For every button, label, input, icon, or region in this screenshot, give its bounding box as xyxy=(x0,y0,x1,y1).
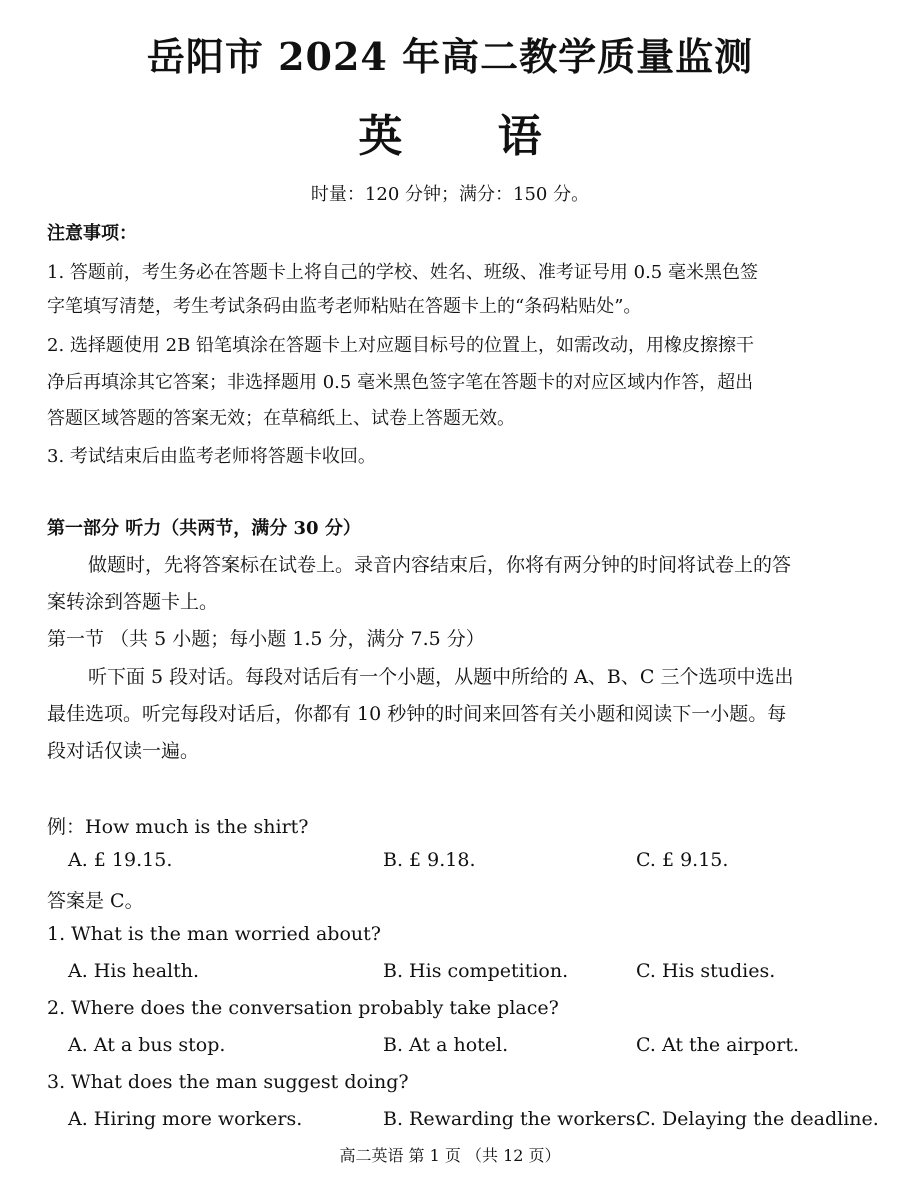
notice-line: 答题区域答题的答案无效；在草稿纸上、试卷上答题无效。 xyxy=(47,408,515,429)
notice-line: 净后再填涂其它答案；非选择题用 0.5 毫米黑色签字笔在答题卡的对应区域内作答，超出 xyxy=(47,372,754,393)
section1-intro-line: 听下面 5 段对话。每段对话后有一个小题，从题中所给的 A、B、C 三个选项中选出 xyxy=(88,666,794,688)
exam-title: 岳阳市 2024 年高二教学质量监测 xyxy=(146,34,754,79)
section1-intro-line: 最佳选项。听完每段对话后，你都有 10 秒钟的时间来回答有关小题和阅读下一小题。每 xyxy=(47,703,787,725)
q2-option-b: B. At a hotel. xyxy=(383,1034,509,1056)
example-question: 例：How much is the shirt? xyxy=(47,816,309,838)
example-answer: 答案是 C。 xyxy=(47,890,144,912)
question-1: 1. What is the man worried about? xyxy=(47,923,381,945)
q1-option-b: B. His competition. xyxy=(383,960,569,982)
part1-heading: 第一部分 听力（共两节，满分 30 分） xyxy=(47,518,361,539)
notice-line: 3. 考试结束后由监考老师将答题卡收回。 xyxy=(47,446,376,467)
q2-option-c: C. At the airport. xyxy=(636,1034,800,1056)
part1-intro-line: 案转涂到答题卡上。 xyxy=(47,591,219,613)
notice-line: 字笔填写清楚，考生考试条码由监考老师粘贴在答题卡上的“条码粘贴处”。 xyxy=(47,296,642,317)
q3-option-a: A. Hiring more workers. xyxy=(68,1108,303,1130)
q3-option-c: C. Delaying the deadline. xyxy=(636,1108,879,1130)
q3-option-b: B. Rewarding the workers. xyxy=(383,1108,642,1130)
q2-option-a: A. At a bus stop. xyxy=(68,1034,226,1056)
section1-heading: 第一节 （共 5 小题；每小题 1.5 分，满分 7.5 分） xyxy=(47,628,485,650)
page-footer: 高二英语 第 1 页 （共 12 页） xyxy=(339,1146,561,1165)
q1-option-a: A. His health. xyxy=(68,960,200,982)
q1-option-c: C. His studies. xyxy=(636,960,776,982)
example-option-c: C. £ 9.15. xyxy=(636,849,729,871)
section1-intro-line: 段对话仅读一遍。 xyxy=(47,740,200,762)
part1-intro-line: 做题时，先将答案标在试卷上。录音内容结束后，你将有两分钟的时间将试卷上的答 xyxy=(88,554,792,576)
notice-heading: 注意事项： xyxy=(47,223,137,244)
exam-meta: 时量：120 分钟；满分：150 分。 xyxy=(310,184,590,205)
notice-line: 1. 答题前，考生务必在答题卡上将自己的学校、姓名、班级、准考证号用 0.5 毫米黑色签 xyxy=(47,262,758,283)
example-option-a: A. £ 19.15. xyxy=(68,849,173,871)
example-option-b: B. £ 9.18. xyxy=(383,849,476,871)
question-2: 2. Where does the conversation probably take place? xyxy=(47,997,559,1019)
subject-title: 英 语 xyxy=(358,111,582,162)
notice-line: 2. 选择题使用 2B 铅笔填涂在答题卡上对应题目标号的位置上，如需改动，用橡皮擦擦干 xyxy=(47,335,755,356)
question-3: 3. What does the man suggest doing? xyxy=(47,1071,409,1093)
